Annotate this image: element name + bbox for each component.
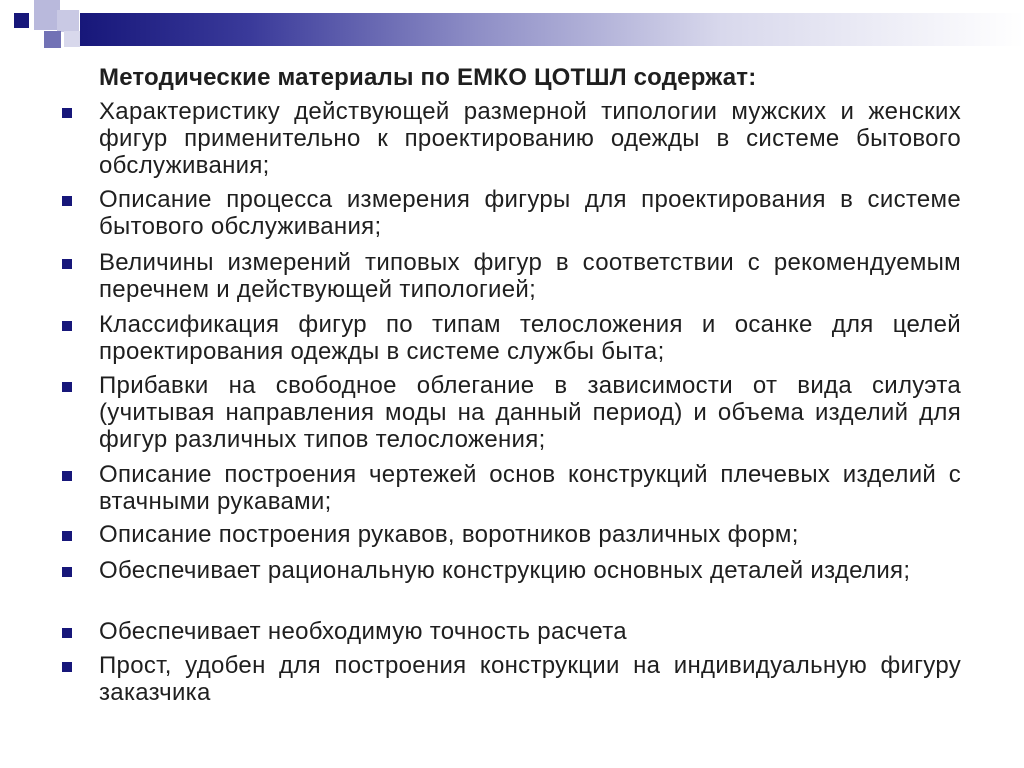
list-item-text: Прибавки на свободное облегание в зависимости от вида силуэта (учитывая направления моды на данный период) и объема изделий для фигур различных типов телосложения; [99, 372, 961, 453]
decorative-square [44, 31, 61, 48]
list-item-text: Прост, удобен для построения конструкции на индивидуальную фигуру заказчика [99, 652, 961, 706]
decorative-square [57, 10, 79, 32]
square-bullet-icon [62, 108, 72, 118]
list-item-text: Описание процесса измерения фигуры для проектирования в системе бытового обслуживания; [99, 186, 961, 240]
square-bullet-icon [62, 259, 72, 269]
square-bullet-icon [62, 662, 72, 672]
square-bullet-icon [62, 321, 72, 331]
square-bullet-icon [62, 531, 72, 541]
square-bullet-icon [62, 382, 72, 392]
list-item-text: Описание построения рукавов, воротников различных форм; [99, 521, 799, 548]
square-bullet-icon [62, 196, 72, 206]
list-item-text: Обеспечивает рациональную конструкцию основных деталей изделия; [99, 557, 911, 584]
list-item-text: Обеспечивает необходимую точность расчета [99, 618, 627, 645]
square-bullet-icon [62, 471, 72, 481]
decorative-square [14, 13, 29, 28]
decorative-square [64, 31, 80, 47]
list-item-text: Описание построения чертежей основ конструкций плечевых изделий с втачными рукавами; [99, 461, 961, 515]
list-item-text: Классификация фигур по типам телосложения и осанке для целей проектирования одежды в системе службы быта; [99, 311, 961, 365]
square-bullet-icon [62, 628, 72, 638]
header-gradient-bar [80, 13, 1024, 46]
list-item-text: Характеристику действующей размерной типологии мужских и женских фигур применительно к проектированию одежды в системе бытового обслуживания; [99, 98, 961, 179]
list-item-text: Величины измерений типовых фигур в соответствии с рекомендуемым перечнем и действующей типологией; [99, 249, 961, 303]
square-bullet-icon [62, 567, 72, 577]
slide-heading: Методические материалы по ЕМКО ЦОТШЛ содержат: [99, 64, 757, 91]
